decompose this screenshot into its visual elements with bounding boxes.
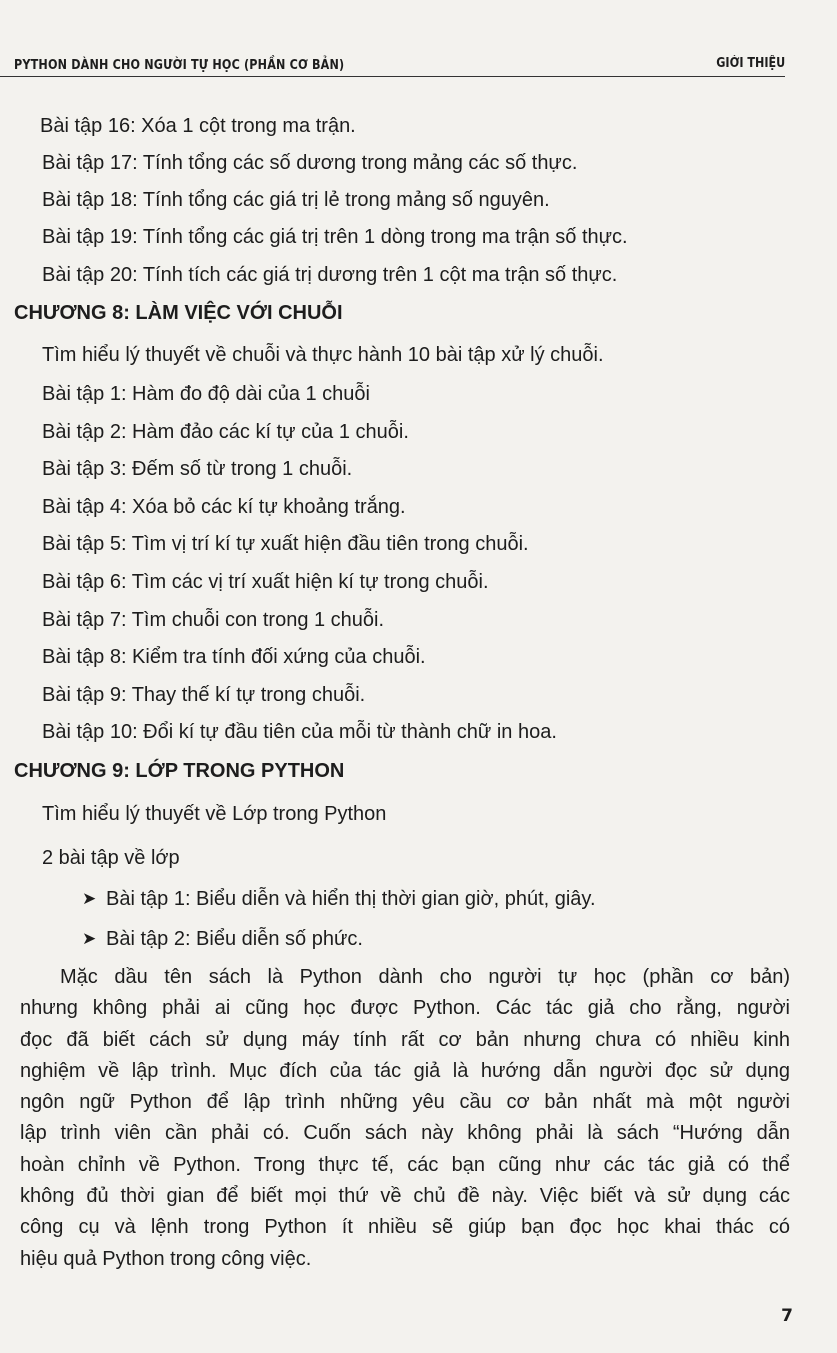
exercise-line: Bài tập 17: Tính tổng các số dương trong mảng các số thực. — [42, 152, 578, 174]
exercise-line: Bài tập 2: Hàm đảo các kí tự của 1 chuỗi. — [42, 421, 409, 443]
exercise-line: Bài tập 10: Đổi kí tự đầu tiên của mỗi từ thành chữ in hoa. — [42, 721, 557, 743]
page-number: 7 — [781, 1306, 793, 1326]
book-title-header: PYTHON DÀNH CHO NGƯỜI TỰ HỌC (PHẦN CƠ BẢN) — [14, 58, 345, 73]
paragraph-line: hiệu quả Python trong công việc. — [20, 1247, 312, 1270]
exercise-line: Bài tập 9: Thay thế kí tự trong chuỗi. — [42, 684, 366, 706]
exercise-line: Bài tập 6: Tìm các vị trí xuất hiện kí tự trong chuỗi. — [42, 571, 489, 593]
paragraph-line: công cụ và lệnh trong Python ít nhiều sẽ giúp bạn đọc học khai thác có — [20, 1216, 790, 1239]
paragraph-line: ngôn ngữ Python để lập trình những yêu cầu cơ bản nhất mà một người — [20, 1091, 790, 1114]
exercise-line: Bài tập 3: Đếm số từ trong 1 chuỗi. — [42, 458, 353, 480]
exercise-line: Bài tập 20: Tính tích các giá trị dương trên 1 cột ma trận số thực. — [42, 264, 618, 286]
chapter-9-heading: CHƯƠNG 9: LỚP TRONG PYTHON — [14, 760, 345, 782]
exercise-line: Bài tập 16: Xóa 1 cột trong ma trận. — [40, 115, 356, 137]
body-paragraph — [20, 962, 790, 1275]
exercise-line: Bài tập 8: Kiểm tra tính đối xứng của chuỗi. — [42, 646, 426, 668]
exercise-line: Bài tập 5: Tìm vị trí kí tự xuất hiện đầu tiên trong chuỗi. — [42, 533, 529, 555]
bullet-item: ➤ Bài tập 1: Biểu diễn và hiển thị thời gian giờ, phút, giây. — [82, 888, 596, 910]
running-header — [0, 48, 837, 80]
chapter-8-heading: CHƯƠNG 8: LÀM VIỆC VỚI CHUỖI — [14, 302, 343, 324]
exercise-line: Bài tập 7: Tìm chuỗi con trong 1 chuỗi. — [42, 609, 385, 631]
bullet-item: ➤ Bài tập 2: Biểu diễn số phức. — [82, 928, 363, 950]
paragraph-line: nghiệm về lập trình. Mục đích của tác giả là hướng dẫn người đọc sử dụng — [20, 1059, 790, 1082]
chapter-9-subtitle: 2 bài tập về lớp — [42, 847, 180, 869]
paragraph-line: hoàn chỉnh về Python. Trong thực tế, các bạn cũng như các tác giả có thể — [20, 1153, 790, 1176]
paragraph-line: lập trình viên cần phải có. Cuốn sách này không phải là sách “Hướng dẫn — [20, 1122, 790, 1145]
arrow-bullet-icon: ➤ — [82, 929, 97, 948]
chapter-8-intro: Tìm hiểu lý thuyết về chuỗi và thực hành 10 bài tập xử lý chuỗi. — [42, 344, 604, 366]
exercise-line: Bài tập 1: Hàm đo độ dài của 1 chuỗi — [42, 383, 370, 405]
section-title-header: GIỚI THIỆU — [715, 56, 785, 71]
exercise-line: Bài tập 19: Tính tổng các giá trị trên 1 dòng trong ma trận số thực. — [42, 226, 628, 248]
exercise-line: Bài tập 18: Tính tổng các giá trị lẻ trong mảng số nguyên. — [42, 189, 550, 211]
paragraph-line: đọc đã biết cách sử dụng máy tính rất cơ bản nhưng chưa có nhiều kinh — [20, 1028, 790, 1051]
exercise-line: Bài tập 4: Xóa bỏ các kí tự khoảng trắng. — [42, 496, 406, 518]
chapter-9-intro: Tìm hiểu lý thuyết về Lớp trong Python — [42, 803, 387, 825]
paragraph-line: Mặc dầu tên sách là Python dành cho người tự học (phần cơ bản) — [60, 966, 790, 988]
arrow-bullet-icon: ➤ — [82, 889, 97, 908]
paragraph-line: không đủ thời gian để biết mọi thứ về chủ đề này. Việc biết và sử dụng các — [20, 1185, 790, 1208]
header-divider — [0, 76, 785, 77]
paragraph-line: nhưng không phải ai cũng học được Python. Các tác giả cho rằng, người — [20, 997, 790, 1020]
